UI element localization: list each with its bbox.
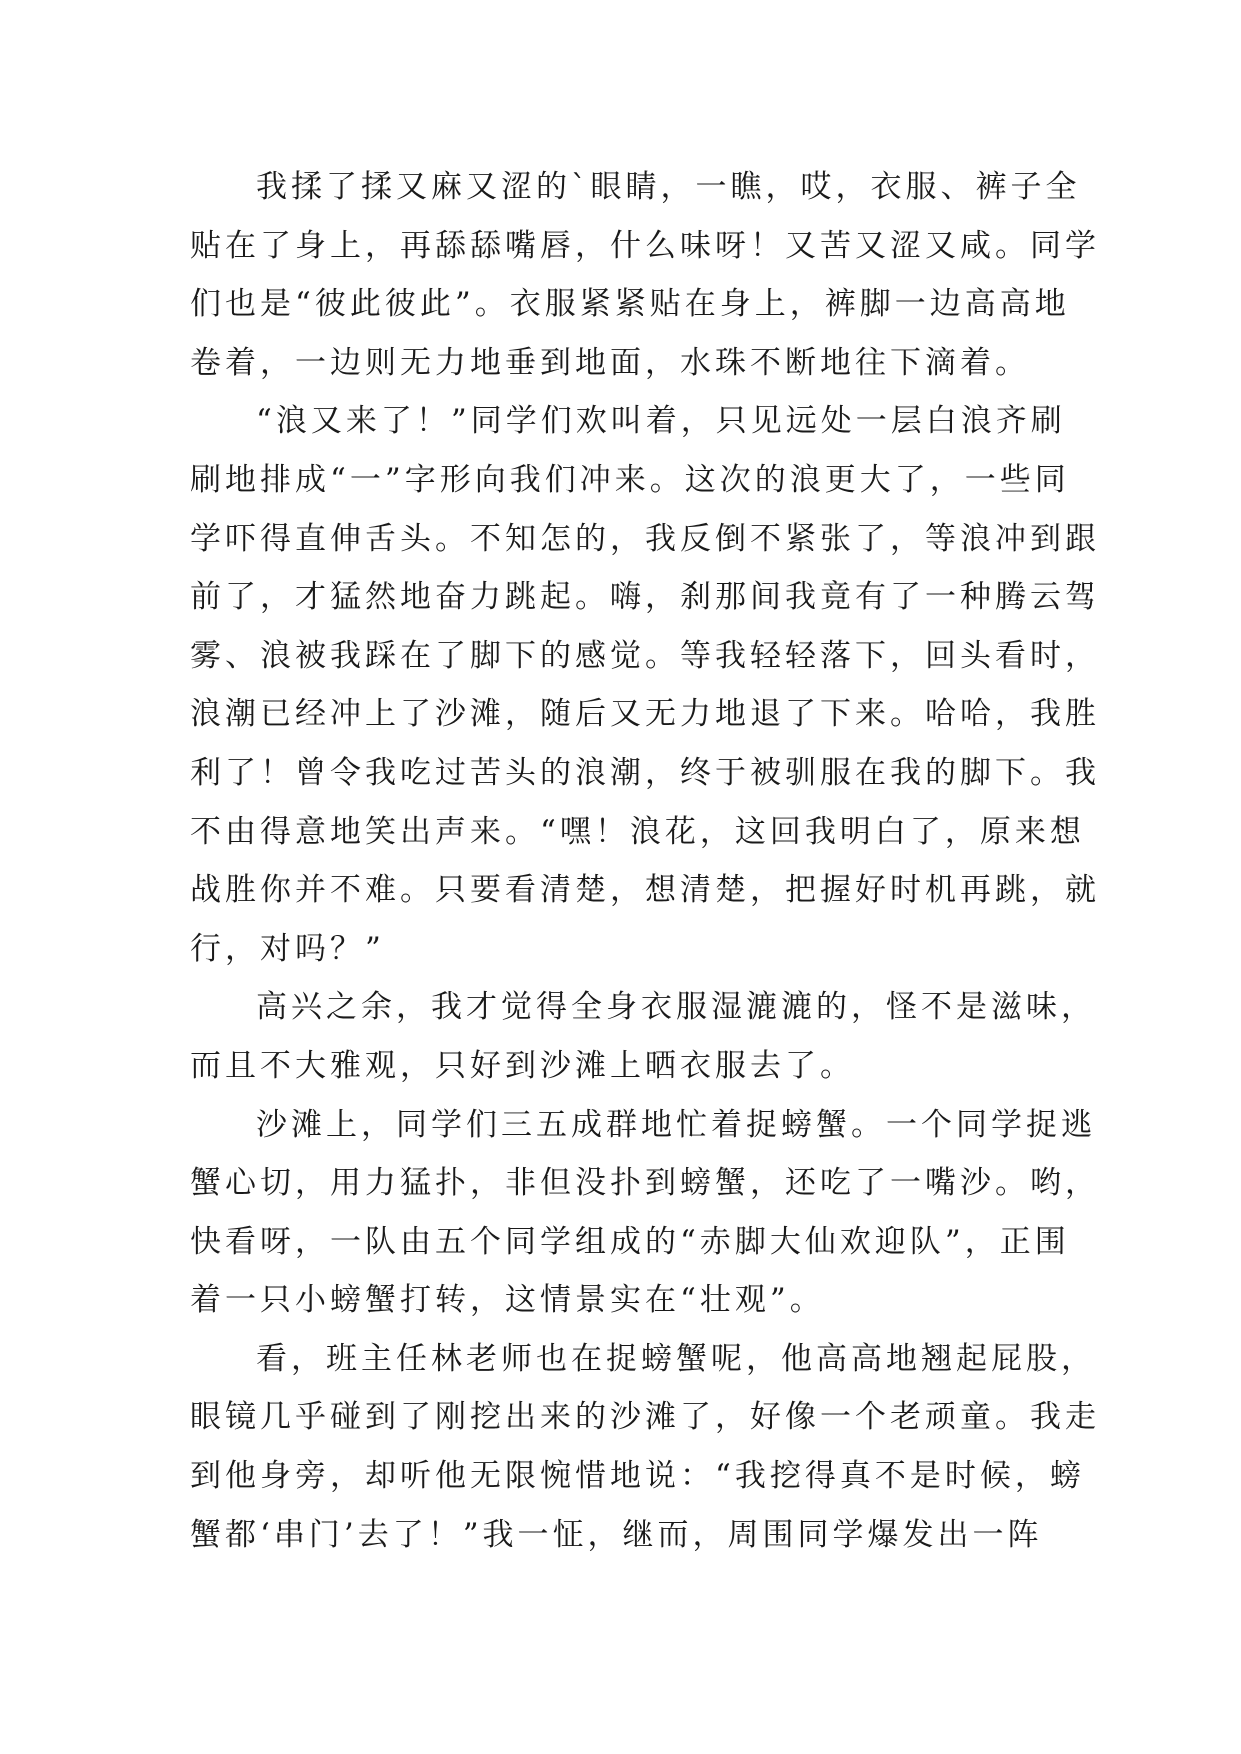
text-line: 学吓得直伸舌头。不知怎的，我反倒不紧张了，等浪冲到跟 [190, 520, 1100, 557]
text-line: 我揉了揉又麻又涩的`眼睛，一瞧，哎，衣服、裤子全 [256, 169, 1081, 205]
text-line: 贴在了身上，再舔舔嘴唇，什么味呀！又苦又涩又咸。同学 [190, 227, 1100, 264]
body-text [190, 158, 1100, 1564]
text-line: 高兴之余，我才觉得全身衣服湿漉漉的，怪不是滋味， [256, 989, 1096, 1026]
text-line: 而且不大雅观，只好到沙滩上晒衣服去了。 [190, 1047, 855, 1084]
text-line: 沙滩上，同学们三五成群地忙着捉螃蟹。一个同学捉逃 [256, 1106, 1096, 1143]
text-line: 前了，才猛然地奋力跳起。嗨，刹那间我竟有了一种腾云驾 [190, 579, 1100, 616]
text-line: 蟹都‘串门’去了！”我一怔，继而，周围同学爆发出一阵 [190, 1516, 1043, 1553]
text-line: 行，对吗？” [190, 930, 385, 967]
text-line: 们也是“彼此彼此”。衣服紧紧贴在身上，裤脚一边高高地 [190, 286, 1070, 323]
text-line: 刷地排成“一”字形向我们冲来。这次的浪更大了，一些同 [190, 461, 1070, 498]
text-line: 不由得意地笑出声来。“嘿！浪花，这回我明白了，原来想 [190, 813, 1085, 850]
text-line: 雾、浪被我踩在了脚下的感觉。等我轻轻落下，回头看时， [190, 637, 1100, 674]
text-line: 卷着，一边则无力地垂到地面，水珠不断地往下滴着。 [190, 344, 1030, 381]
text-line: 看，班主任林老师也在捉螃蟹呢，他高高地翘起屁股， [256, 1340, 1096, 1377]
text-line: 到他身旁，却听他无限惋惜地说：“我挖得真不是时候，螃 [190, 1458, 1085, 1495]
text-line: “浪又来了！”同学们欢叫着，只见远处一层白浪齐刷 [256, 403, 1066, 440]
text-line: 利了！曾令我吃过苦头的浪潮，终于被驯服在我的脚下。我 [190, 754, 1100, 791]
text-line: 眼镜几乎碰到了刚挖出来的沙滩了，好像一个老顽童。我走 [190, 1399, 1100, 1436]
text-line: 战胜你并不难。只要看清楚，想清楚，把握好时机再跳，就 [190, 872, 1100, 909]
text-line: 快看呀，一队由五个同学组成的“赤脚大仙欢迎队”，正围 [190, 1223, 1070, 1260]
text-line: 蟹心切，用力猛扑，非但没扑到螃蟹，还吃了一嘴沙。哟， [190, 1165, 1100, 1202]
text-line: 着一只小螃蟹打转，这情景实在“壮观”。 [190, 1282, 825, 1319]
text-line: 浪潮已经冲上了沙滩，随后又无力地退了下来。哈哈，我胜 [190, 696, 1100, 733]
